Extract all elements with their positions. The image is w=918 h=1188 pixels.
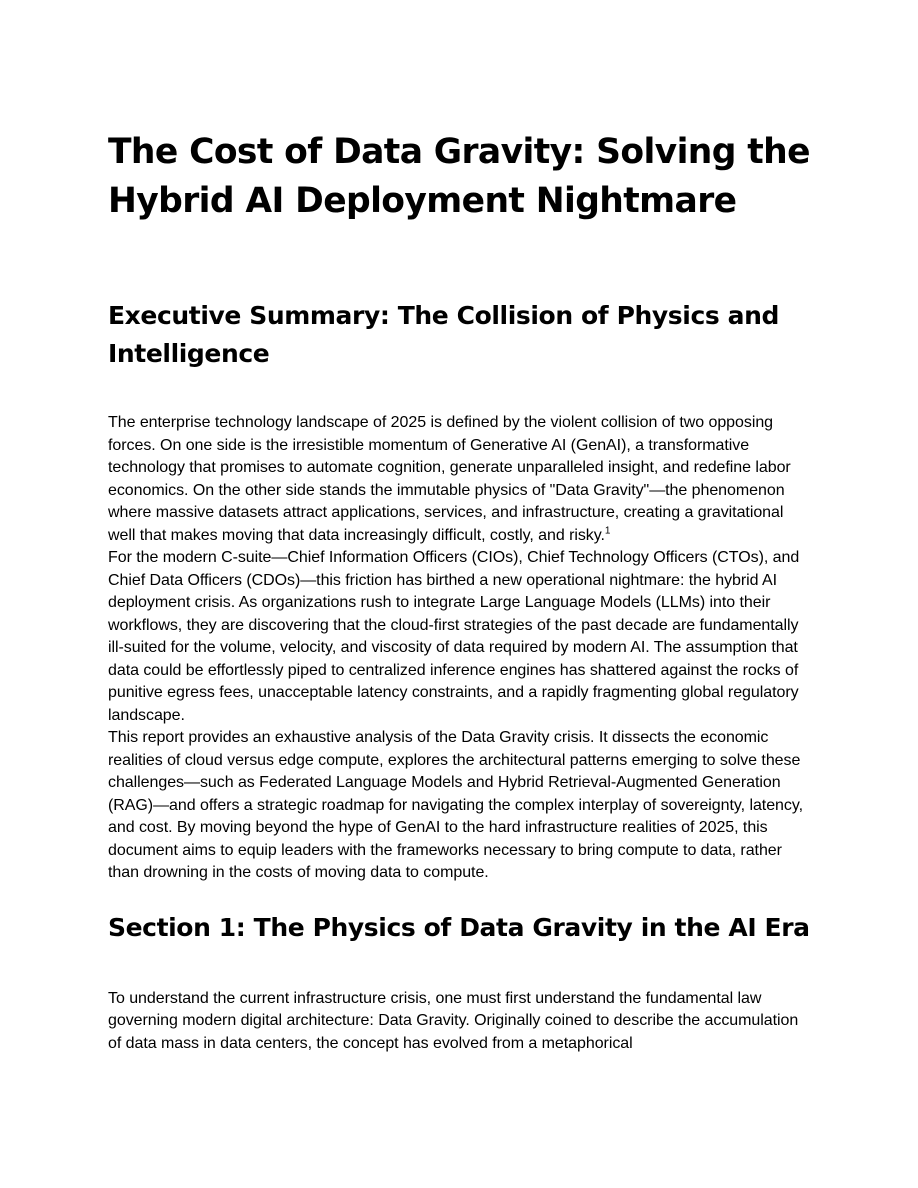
paragraph: This report provides an exhaustive analysis of the Data Gravity crisis. It dissects the economic realities of cloud versus edge compute, explores the architectural patterns emerging to solve these challenges—such as Federated Language Models and Hybrid Retrieval-Augmented Generation (RAG)—and offers a strategic roadmap for navigating the complex interplay of sovereignty, latency, and cost. By moving beyond the hype of GenAI to the hard infrastructure realities of 2025, this document aims to equip leaders with the frameworks necessary to bring compute to data, rather than drowning in the costs of moving data to compute. [108, 729, 803, 881]
document-title: The Cost of Data Gravity: Solving the Hybrid AI Deployment Nightmare [108, 132, 810, 221]
executive-summary-heading: Executive Summary: The Collision of Physics and Intelligence [108, 301, 780, 368]
document-page [108, 128, 813, 1055]
footnote-marker[interactable]: 1 [604, 525, 611, 537]
paragraph-text: The enterprise technology landscape of 2025 is defined by the violent collision of two opposing forces. On one side is the irresistible momentum of Generative AI (GenAI), a transformative technology that promises to automate cognition, generate unparalleled insight, and redefine labor economics. On the other side stands the immutable physics of "Data Gravity"—the phenomenon where massive datasets attract applications, services, and infrastructure, creating a gravitational well that makes moving that data increasingly difficult, costly, and risky. [108, 414, 791, 544]
paragraph [108, 412, 813, 547]
executive-summary-body [108, 412, 813, 885]
section-1-heading: Section 1: The Physics of Data Gravity in the AI Era [108, 912, 810, 942]
paragraph: To understand the current infrastructure crisis, one must first understand the fundamental law governing modern digital architecture: Data Gravity. Originally coined to describe the accumulation of data mass in data centers, the concept has evolved from a metaphorical [108, 989, 799, 1052]
section-1-body [108, 988, 813, 1056]
paragraph: For the modern C-suite—Chief Information Officers (CIOs), Chief Technology Officers (CTOs), and Chief Data Officers (CDOs)—this friction has birthed a new operational nightmare: the hybrid AI deployment crisis. As organizations rush to integrate Large Language Models (LLMs) into their workflows, they are discovering that the cloud-first strategies of the past decade are fundamentally ill-suited for the volume, velocity, and viscosity of data required by modern AI. The assumption that data could be effortlessly piped to centralized inference engines has shattered against the rocks of punitive egress fees, unacceptable latency constraints, and a rapidly fragmenting global regulatory landscape. [108, 549, 800, 724]
